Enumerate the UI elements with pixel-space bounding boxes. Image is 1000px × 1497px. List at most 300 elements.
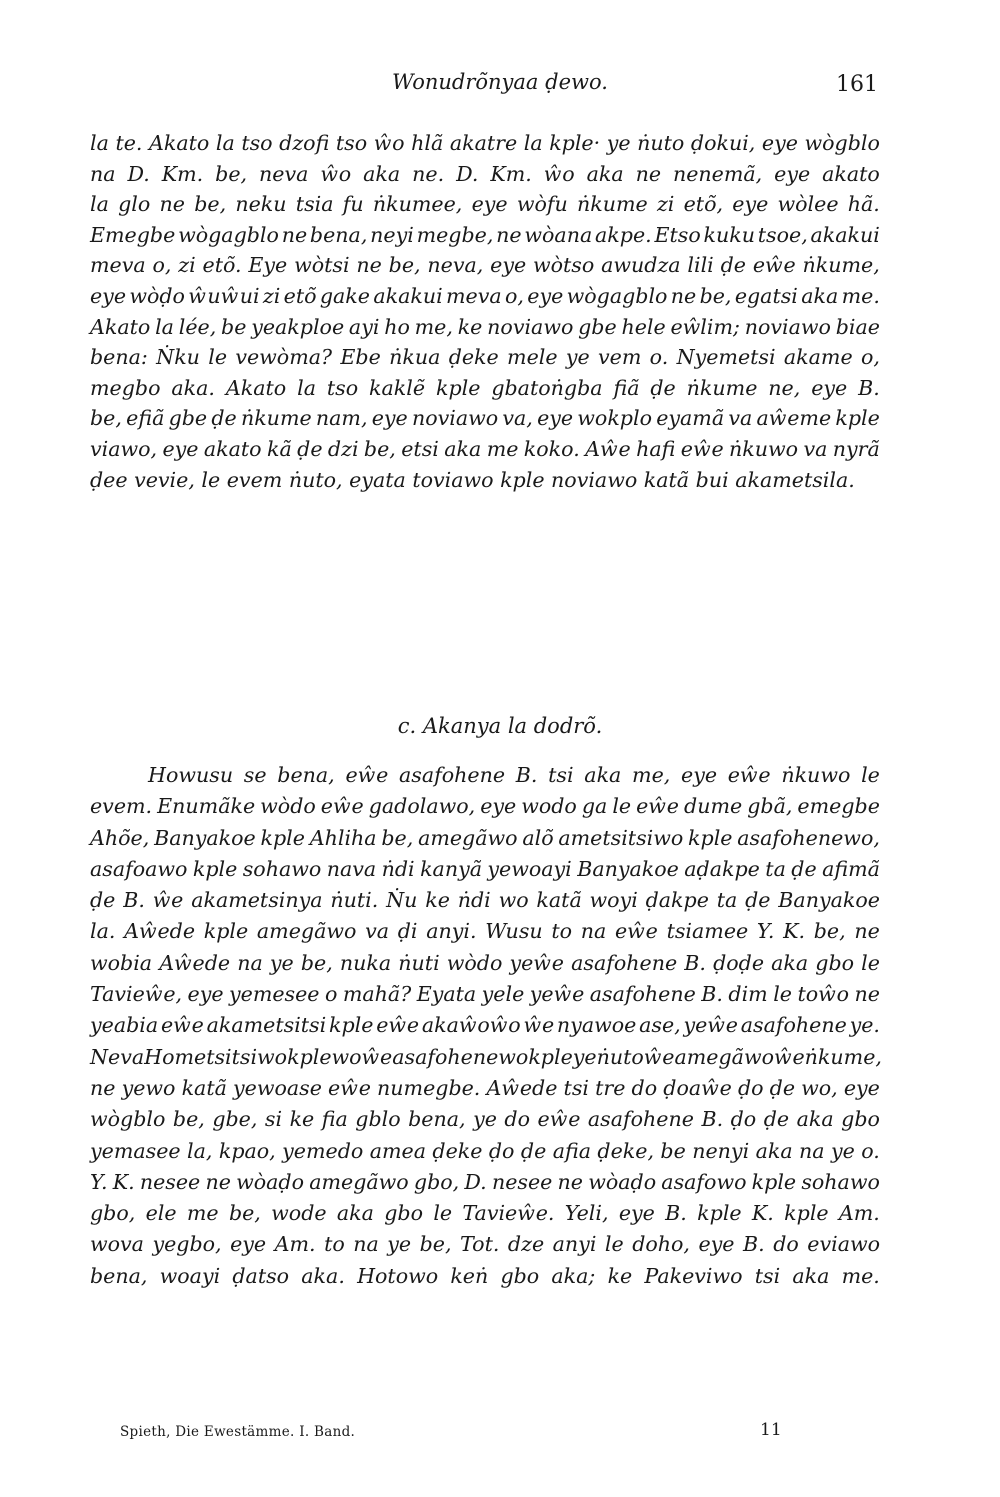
word: Y. xyxy=(756,919,775,944)
word: ḍe xyxy=(520,1138,547,1163)
word: bena: xyxy=(90,345,148,370)
word: ye. xyxy=(849,1013,880,1038)
word: Hotowo xyxy=(357,1263,439,1288)
word: gake xyxy=(319,283,370,308)
word: be, xyxy=(381,825,414,850)
word: wòtso xyxy=(533,253,595,278)
word: efiã xyxy=(126,406,165,431)
word: etõ. xyxy=(202,253,242,278)
word: gbo xyxy=(841,1107,880,1132)
word: B. xyxy=(684,950,706,975)
word: tsiamee xyxy=(666,919,749,944)
word: Am. xyxy=(838,1201,880,1226)
word: sohawo xyxy=(801,1169,880,1194)
word: lée, xyxy=(178,314,217,339)
word: ḍakpe xyxy=(645,888,709,913)
word: ta xyxy=(716,888,738,913)
word: be, xyxy=(388,253,421,278)
word: be, xyxy=(228,1201,261,1226)
word: aka xyxy=(586,161,624,186)
word: ṅkumee, xyxy=(372,192,463,217)
word: ṅuti. xyxy=(330,888,379,913)
word: aka xyxy=(796,1107,834,1132)
word: akpe. xyxy=(595,222,652,247)
word: ye xyxy=(387,1232,412,1257)
word: ŵo xyxy=(320,161,352,186)
word: akame xyxy=(783,345,853,370)
word: eye xyxy=(162,436,199,461)
word: Y. xyxy=(90,1169,108,1194)
word: be xyxy=(660,1138,686,1163)
word: Etso xyxy=(654,222,701,247)
word: kaklẽ xyxy=(369,375,426,400)
word: amegãwo xyxy=(309,1169,409,1194)
word: dzi xyxy=(327,436,359,461)
word: ŵe xyxy=(152,888,184,913)
word: gbe xyxy=(168,406,208,431)
word: nyrã xyxy=(832,436,880,461)
word: do xyxy=(504,1107,531,1132)
word: akaŵoŵo xyxy=(421,1013,521,1038)
footer-citation: Spieth, Die Ewestämme. I. Band. xyxy=(120,1424,356,1440)
word: kple xyxy=(835,406,880,431)
word: ḍeke xyxy=(448,345,499,370)
word: nesee xyxy=(139,1169,201,1194)
text-line xyxy=(90,312,880,343)
word: dzofi xyxy=(279,131,330,155)
word: gbo xyxy=(500,1263,540,1288)
word: noviawo xyxy=(411,406,499,431)
word: ne xyxy=(90,1075,116,1100)
word: la xyxy=(155,314,174,339)
word: bena, xyxy=(277,763,335,787)
word: Akato xyxy=(225,375,287,400)
word: fia xyxy=(321,1107,348,1132)
word: bena, xyxy=(90,1263,148,1288)
word: akato xyxy=(203,436,262,461)
word: wòaḍo xyxy=(236,1169,304,1194)
word: wògblo xyxy=(90,1107,166,1132)
word: aka xyxy=(771,950,809,975)
word: aka xyxy=(801,283,839,308)
word: be, xyxy=(194,192,227,217)
word: ase, xyxy=(639,1013,681,1038)
word: eye xyxy=(90,283,127,308)
word: be, xyxy=(419,1232,452,1257)
word: numegbe. xyxy=(377,1075,481,1100)
word: Banyakoe xyxy=(778,888,880,913)
word: yewoayi xyxy=(487,856,572,881)
word: Tot. xyxy=(460,1232,500,1257)
word: Km. xyxy=(161,161,204,186)
word: wòana xyxy=(524,222,593,247)
word: le xyxy=(773,982,792,1007)
word: Aŵede xyxy=(124,919,196,944)
word: eye xyxy=(187,982,224,1007)
word: kple xyxy=(192,856,238,881)
word: lili xyxy=(687,253,714,278)
text-line xyxy=(90,1042,880,1073)
word: etõ xyxy=(283,283,317,308)
word: kple xyxy=(688,825,733,850)
word: aka; xyxy=(551,1263,596,1288)
word: Ṅu xyxy=(386,888,418,913)
section-heading: c. Akanya la dodrõ. xyxy=(397,714,603,738)
word: eŵe xyxy=(752,253,796,278)
word: le xyxy=(208,345,228,370)
word: kple xyxy=(528,1044,573,1069)
word: aḍakpe xyxy=(684,856,760,881)
word: anyi xyxy=(552,1232,597,1257)
word: eye xyxy=(681,763,718,787)
word: si xyxy=(264,1107,283,1132)
word: Banyakoe xyxy=(577,856,679,881)
word: akakui xyxy=(373,283,443,308)
word: le xyxy=(433,1201,453,1226)
word: o. xyxy=(649,345,669,370)
word: kuku xyxy=(703,222,755,247)
word: ye xyxy=(831,1138,855,1163)
word: ho xyxy=(384,314,410,339)
word: B. xyxy=(858,375,880,400)
word: zi xyxy=(656,192,675,217)
word: ḍee vevie, le evem ṅuto, eyata toviawo kple noviawo katã bui akametsila. xyxy=(90,467,855,492)
word: K. xyxy=(783,919,806,944)
word: be, xyxy=(363,436,396,461)
word: nava xyxy=(326,856,377,881)
word: me xyxy=(486,436,519,461)
word: va xyxy=(728,406,753,431)
word: yewo xyxy=(121,1075,176,1100)
word: akato xyxy=(822,161,880,186)
word: eŵe xyxy=(615,919,658,944)
word: me. xyxy=(841,283,880,308)
word: eye xyxy=(761,131,798,155)
word: noviawo xyxy=(744,314,831,339)
word: yeŵe xyxy=(683,1013,738,1038)
word: koko. xyxy=(523,436,580,461)
word: ye xyxy=(269,950,294,975)
word: eye xyxy=(230,1232,267,1257)
word: ne, xyxy=(768,375,801,400)
word: K. xyxy=(112,1169,135,1194)
word: ke xyxy=(607,1263,633,1288)
word: dume xyxy=(684,794,743,819)
word: be, xyxy=(300,950,333,975)
word: na xyxy=(237,950,263,975)
word: ḍo xyxy=(488,1138,515,1163)
text-line xyxy=(90,403,880,434)
word: la xyxy=(90,192,109,217)
word: afia xyxy=(552,1138,591,1163)
word: ne xyxy=(557,1169,583,1194)
text-line xyxy=(90,1136,880,1167)
word: ṅdi xyxy=(457,888,491,913)
word: viawo, xyxy=(90,436,158,461)
word: ne xyxy=(635,161,662,186)
word: Ahõe, xyxy=(90,825,150,850)
word: va xyxy=(803,436,828,461)
word: glo xyxy=(118,192,151,217)
word: nenemã, xyxy=(672,161,763,186)
word: ne xyxy=(159,192,185,217)
word: ŵe xyxy=(773,1044,805,1069)
word: ṅdi xyxy=(381,856,415,881)
word: hã. xyxy=(847,192,880,217)
word: megbo xyxy=(90,375,161,400)
word: Tavieŵe. xyxy=(462,1201,555,1226)
word: wobia xyxy=(90,950,153,975)
word: gbã, xyxy=(747,794,793,819)
word: wo, xyxy=(801,1075,838,1100)
word: Ahliha xyxy=(309,825,377,850)
word: neva, xyxy=(427,253,484,278)
word: asafohene xyxy=(571,950,678,975)
word: vewòma? xyxy=(235,345,333,370)
word: fiã xyxy=(613,375,640,400)
word: ḍo xyxy=(737,1075,764,1100)
word: ṅuto xyxy=(637,131,685,155)
word: neyi xyxy=(370,222,414,247)
word: noviawo xyxy=(487,314,574,339)
word: be, xyxy=(699,283,732,308)
word: be, xyxy=(90,406,122,431)
word: yemesee xyxy=(229,982,320,1007)
word: megbe, xyxy=(416,222,494,247)
word: yegbo, xyxy=(152,1232,222,1257)
word: woyi xyxy=(589,888,638,913)
word: kple xyxy=(697,1201,742,1226)
word: ne xyxy=(205,1169,231,1194)
word: ṅkume xyxy=(576,192,648,217)
text-line xyxy=(90,159,880,190)
word: yewoase xyxy=(233,1075,322,1100)
word: aka xyxy=(363,161,401,186)
footer-signature-mark: 11 xyxy=(760,1420,782,1440)
text-line xyxy=(90,916,880,947)
word: tso xyxy=(326,375,359,400)
word: afimã xyxy=(822,856,880,881)
word: eye xyxy=(471,192,508,217)
word: gbatoṅgba xyxy=(491,375,603,400)
word: la xyxy=(523,131,543,155)
word: tsi xyxy=(548,763,574,787)
word: ḍe xyxy=(211,406,237,431)
text-line xyxy=(90,1229,880,1260)
word: tsoe, xyxy=(757,222,808,247)
word: ḍo xyxy=(730,1107,757,1132)
word: la. xyxy=(90,919,116,944)
word: D. xyxy=(127,161,150,186)
word: ḍe xyxy=(650,375,676,400)
word: zi xyxy=(178,253,196,278)
word: asafohenewo xyxy=(392,1044,529,1069)
word: me, xyxy=(414,314,453,339)
word: me. xyxy=(841,1263,880,1288)
word: na xyxy=(799,1138,825,1163)
text-line xyxy=(90,1261,880,1292)
word: Ṅku xyxy=(156,345,200,370)
text-line xyxy=(90,373,880,404)
word: eye xyxy=(618,1201,655,1226)
word: wòtsi xyxy=(294,253,350,278)
word: sohawo xyxy=(242,856,322,881)
word: wodo xyxy=(521,794,577,819)
word: na xyxy=(353,1232,379,1257)
word: hlã xyxy=(411,131,444,155)
word: ṅuti xyxy=(398,950,440,975)
word: dim xyxy=(728,982,768,1007)
word: wòdo xyxy=(260,794,316,819)
word: eye xyxy=(698,1232,735,1257)
running-header-title: Wonudrõnyaa ḍewo. xyxy=(392,70,608,94)
word: yeakploe xyxy=(251,314,345,339)
word: le xyxy=(604,1232,624,1257)
word: la xyxy=(215,131,235,155)
word: ne. xyxy=(412,161,445,186)
word: wova xyxy=(90,1232,144,1257)
text-line xyxy=(90,979,880,1010)
text-line xyxy=(90,1104,880,1135)
word: vem xyxy=(598,345,642,370)
word: gbo, xyxy=(413,1169,460,1194)
word: asafoawo xyxy=(90,856,188,881)
word: D. xyxy=(456,161,479,186)
text-line xyxy=(90,885,880,916)
word: kple xyxy=(435,375,481,400)
word: nenyi xyxy=(692,1138,750,1163)
word: Aŵede xyxy=(159,950,231,975)
word: awudza xyxy=(601,253,681,278)
word: ḍoaŵe xyxy=(663,1075,732,1100)
word: ne xyxy=(670,283,697,308)
word: ḍe xyxy=(763,1107,790,1132)
word: wòfu xyxy=(516,192,568,217)
word: la xyxy=(297,375,316,400)
word: wòlee xyxy=(777,192,839,217)
word: ṅkua xyxy=(389,345,441,370)
word: Neva xyxy=(90,1044,145,1069)
word: gbe, xyxy=(212,1107,258,1132)
word: ŵo xyxy=(373,131,405,155)
word: gbo, xyxy=(90,1201,136,1226)
word: biae xyxy=(835,314,880,339)
text-line xyxy=(90,434,880,465)
word: Akato xyxy=(90,314,151,339)
word: Pakeviwo xyxy=(644,1263,743,1288)
word: ŵo xyxy=(543,161,575,186)
word: ṅkuwo xyxy=(729,436,799,461)
word: neva xyxy=(259,161,309,186)
word: bena, xyxy=(408,1107,466,1132)
word: ṅkume xyxy=(686,375,758,400)
text-line xyxy=(90,1167,880,1198)
text-line xyxy=(90,823,880,854)
word: ḍatso xyxy=(232,1263,290,1288)
word: eye xyxy=(732,192,769,217)
word: K. xyxy=(751,1201,774,1226)
word: ne xyxy=(496,222,522,247)
word: Am. xyxy=(274,1232,316,1257)
word: B. xyxy=(701,1107,724,1132)
word: kple xyxy=(329,1013,374,1038)
word: Aŵe xyxy=(585,436,631,461)
word: la xyxy=(90,131,109,155)
word: ametsitsiwo xyxy=(558,825,684,850)
word: toŵo xyxy=(797,982,849,1007)
word: doho, xyxy=(632,1232,690,1257)
word: yeŵe xyxy=(509,950,564,975)
word: me, xyxy=(632,763,671,787)
word: amegãwo xyxy=(674,1044,774,1069)
text-line xyxy=(90,1198,880,1229)
word: eŵe xyxy=(320,794,364,819)
word: ke xyxy=(457,314,483,339)
word: meva xyxy=(90,253,146,278)
word: do xyxy=(631,1075,658,1100)
word: ḍeke, xyxy=(597,1138,654,1163)
word: kã xyxy=(266,436,292,461)
word: Banyakoe xyxy=(154,825,256,850)
word: eŵe xyxy=(680,436,724,461)
word: eye xyxy=(527,283,564,308)
word: emegbe xyxy=(797,794,880,819)
word: B. xyxy=(743,1232,765,1257)
word: ele xyxy=(145,1201,177,1226)
word: aka xyxy=(755,1138,793,1163)
word: D. xyxy=(464,1169,487,1194)
word: aka. xyxy=(301,1263,345,1288)
word: gbo xyxy=(384,1201,424,1226)
word: o, xyxy=(504,283,524,308)
word: me xyxy=(186,1201,219,1226)
word: wòḍo xyxy=(129,283,185,308)
word: se xyxy=(243,763,267,787)
word: ga xyxy=(581,794,608,819)
word: na xyxy=(90,161,116,186)
word: katã xyxy=(536,888,582,913)
word: be xyxy=(221,314,247,339)
word: yemasee xyxy=(90,1138,181,1163)
word: akametsinya xyxy=(191,888,323,913)
word: ḍe xyxy=(297,436,323,461)
word: Aŵede xyxy=(486,1075,558,1100)
word: egatsi xyxy=(734,283,798,308)
word: tsi xyxy=(754,1263,781,1288)
word: ṅkuwo xyxy=(781,763,851,787)
word: Tavieŵe, xyxy=(90,982,183,1007)
word: dze xyxy=(507,1232,545,1257)
word: aka. xyxy=(171,375,215,400)
word: ta xyxy=(765,856,786,881)
word: etsi xyxy=(401,436,439,461)
word: eŵe xyxy=(160,1013,204,1038)
word: do xyxy=(773,1232,799,1257)
word: neku xyxy=(235,192,287,217)
word: B. xyxy=(701,982,723,1007)
word: asafowo xyxy=(661,1169,747,1194)
word: kpao, xyxy=(218,1138,276,1163)
word: o, xyxy=(860,345,880,370)
word: kple xyxy=(203,919,249,944)
word: asafohene xyxy=(587,1107,694,1132)
word: aka xyxy=(444,436,482,461)
text-line xyxy=(90,281,880,312)
word: Eye xyxy=(248,253,288,278)
word: wògblo xyxy=(804,131,880,155)
word: asafohene xyxy=(589,982,696,1007)
word: wode xyxy=(271,1201,327,1226)
